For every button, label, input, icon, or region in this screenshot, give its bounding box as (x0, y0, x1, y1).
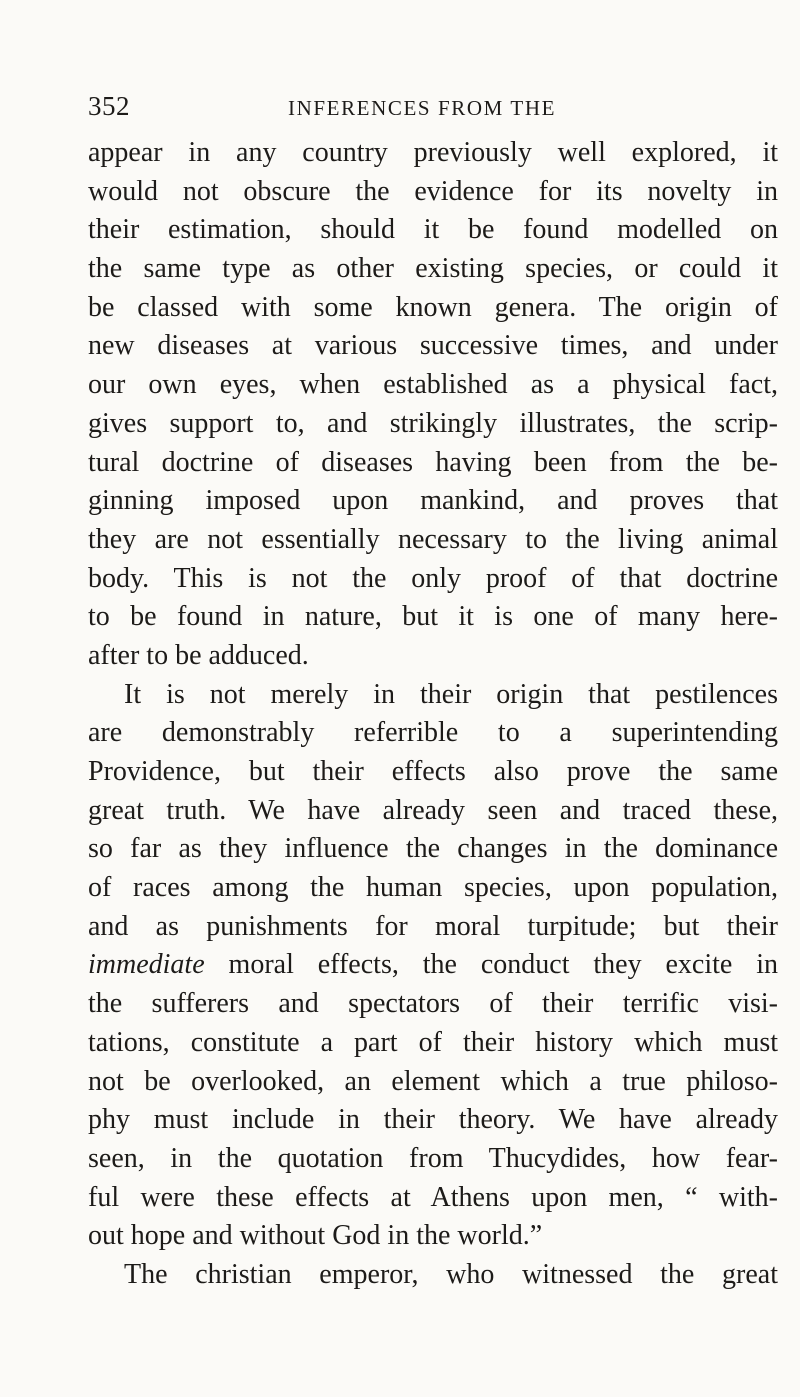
text-line: they are not essentially necessary to the living animal (88, 523, 778, 555)
text-line: Providence, but their effects also prove the same (88, 756, 778, 787)
text-line-with-emphasis (88, 946, 778, 985)
text-line: the same type as other existing species, or could it (88, 253, 778, 285)
text-line: great truth. We have already seen and traced these, (88, 794, 778, 826)
running-head: INFERENCES FROM THE (288, 96, 557, 120)
paragraph-3 (88, 1256, 778, 1295)
body-text (88, 134, 778, 1295)
text-line: their estimation, should it be found modelled on (88, 214, 778, 246)
text-line: tations, constitute a part of their history which must (88, 1026, 778, 1058)
text-line: are demonstrably referrible to a superintending (88, 717, 778, 749)
text-line: appear in any country previously well explored, it (88, 137, 778, 168)
text-line: and as punishments for moral turpitude; but their (88, 910, 778, 942)
text-line: after to be adduced. (88, 639, 309, 671)
page-number: 352 (88, 91, 130, 121)
text-line: not be overlooked, an element which a true philoso- (88, 1065, 778, 1097)
text-line: body. This is not the only proof of that doctrine (88, 562, 778, 594)
text-line: ful were these effects at Athens upon men, “ with- (88, 1181, 778, 1213)
text-line-rest: moral effects, the conduct they excite in (204, 949, 778, 981)
paragraph-1 (88, 134, 778, 676)
text-line: the sufferers and spectators of their terrific visi- (88, 988, 778, 1020)
text-line: new diseases at various successive times, and under (88, 330, 778, 362)
text-line: to be found in nature, but it is one of many here- (88, 601, 778, 633)
text-line: so far as they influence the changes in the dominance (88, 833, 778, 865)
text-line: our own eyes, when established as a physical fact, (88, 369, 778, 401)
paragraph-2 (88, 676, 778, 1256)
emphasized-word: immediate (88, 949, 205, 981)
text-line: be classed with some known genera. The origin of (88, 291, 778, 323)
text-line: ginning imposed upon mankind, and proves that (88, 485, 778, 517)
text-line: of races among the human species, upon population, (88, 872, 778, 904)
text-line: phy must include in their theory. We have already (88, 1104, 778, 1136)
text-line: would not obscure the evidence for its novelty in (88, 175, 778, 207)
text-line: It is not merely in their origin that pestilences (124, 678, 778, 710)
text-line: The christian emperor, who witnessed the great (124, 1258, 778, 1290)
text-line: tural doctrine of diseases having been from the be- (88, 446, 778, 478)
text-line: gives support to, and strikingly illustrates, the scrip- (88, 407, 778, 439)
text-line: out hope and without God in the world.” (88, 1220, 543, 1252)
page-header (88, 88, 778, 124)
text-line: seen, in the quotation from Thucydides, how fear- (88, 1142, 778, 1174)
